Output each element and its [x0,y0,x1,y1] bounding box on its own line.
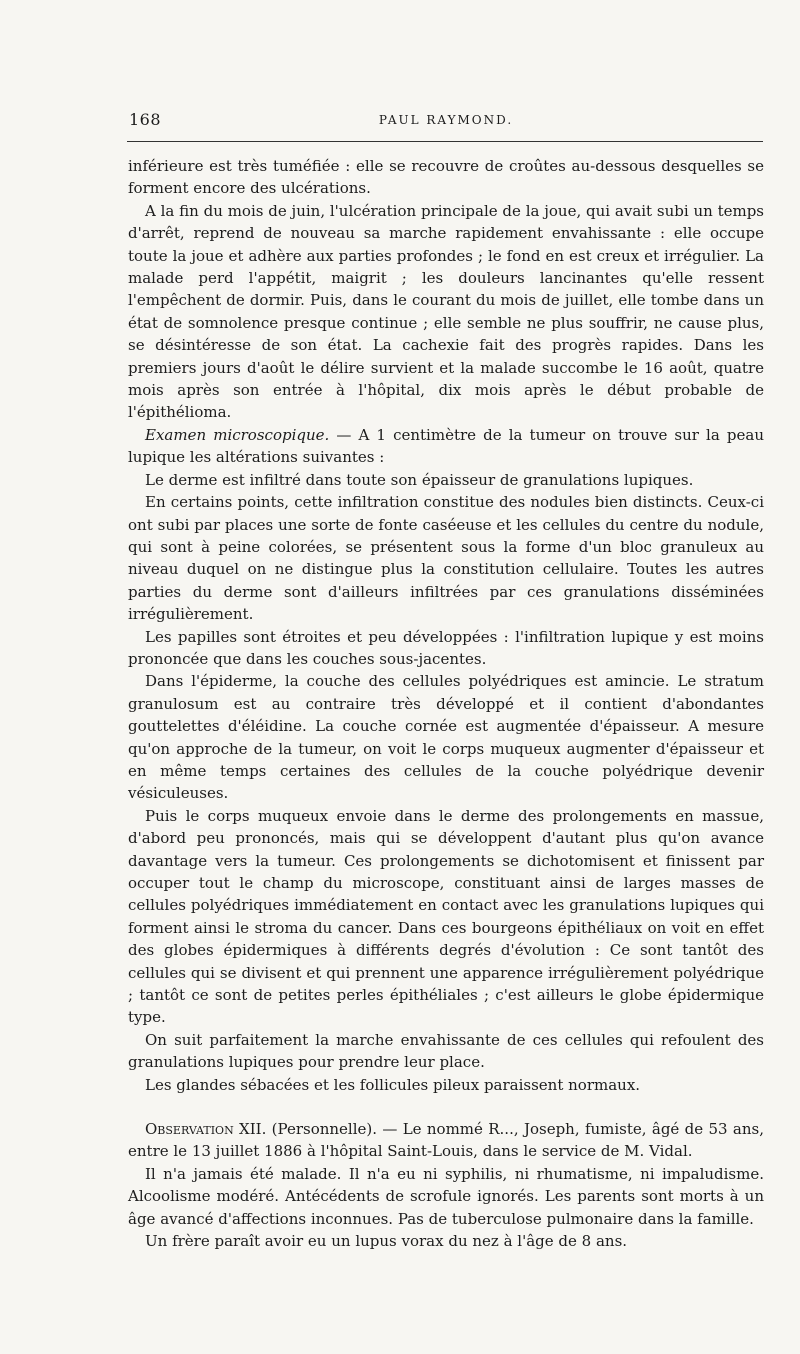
observation-text: (Personnelle). — Le nommé R..., Joseph, fumiste, âgé de 53 ans, entre le 13 juillet 1886 à l'hôpital Saint-Louis, dans le service de M. Vidal. [128,1120,764,1161]
running-title: PAUL RAYMOND. [378,113,514,127]
paragraph: Dans l'épiderme, la couche des cellules polyédriques est amincie. Le stratum granulosum est au contraire très développé et il contient d'abondantes gouttelettes d'éléidine. La couche cornée est augmentée d'épaisseur. A mesure qu'on approche de la tumeur, on voit le corps muqueux augmenter d'épaisseur et en même temps certaines des cellules de la couche polyédrique devenir vésiculeuses. [128,672,764,803]
paragraph: Puis le corps muqueux envoie dans le derme des prolongements en massue, d'abord peu prononcés, mais qui se développent d'autant plus qu'on avance davantage vers la tumeur. Ces prolongements se dichotomisent et finissent par occuper tout le champ du microscope, constituant ainsi de larges masses de cellules polyédriques immédiatement en contact avec les granulations lupiques qui forment ainsi le stroma du cancer. Dans ces bourgeons épithéliaux on voit en effet des globes épidermiques à différents degrés d'évolution : Ce sont tantôt des cellules qui se divisent et qui prennent une apparence irrégulièrement polyédrique ; tantôt ce sont de petites perles épithéliales ; c'est ailleurs le globe épidermique type. [128,806,764,1027]
paragraph: Les papilles sont étroites et peu développées : l'infiltration lupique y est moins prononcée que dans les couches sous-jacentes. [128,627,764,668]
paragraph: Les glandes sébacées et les follicules pileux paraissent normaux. [145,1075,641,1094]
paragraph: En certains points, cette infiltration constitue des nodules bien distincts. Ceux-ci ont subi par places une sorte de fonte caséeuse et les cellules du centre du nodule, qui sont à peine colorées, se présentent sous la forme d'un bloc granuleux au niveau duquel on ne distingue plus la constitution cellulaire. Toutes les autres parties du derme sont d'ailleurs infiltrées par ces granulations disséminées irrégulièrement. [128,493,764,624]
observation-paragraph [128,1118,764,1163]
body-text [128,155,764,1253]
paragraph: On suit parfaitement la marche envahissante de ces cellules qui refoulent des granulations lupiques pour prendre leur place. [128,1030,764,1072]
header-rule [127,141,763,142]
exam-paragraph [128,424,764,469]
exam-text: — A 1 centimètre de la tumeur on trouve sur la peau lupique les altérations suivantes : [128,425,764,467]
paragraph: Il n'a jamais été malade. Il n'a eu ni syphilis, ni rhumatisme, ni impaludisme. Alcoolisme modéré. Antécédents de scrofule ignorés. Les parents sont morts à un âge avancé d'affections inconnues. Pas de tuberculose pulmonaire dans la famille. [128,1164,764,1228]
page-header [129,110,763,132]
paragraph: inférieure est très tuméfiée : elle se recouvre de croûtes au-dessous desquelles se forment encore des ulcérations. [128,157,764,198]
paragraph: Le derme est infiltré dans toute son épaisseur de granulations lupiques. [145,470,694,489]
exam-label: Examen microscopique. [145,425,330,444]
page-number: 168 [129,110,162,129]
paragraph: A la fin du mois de juin, l'ulcération principale de la joue, qui avait subi un temps d'arrêt, reprend de nouveau sa marche rapidement envahissante : elle occupe toute la joue et adhère aux parties profondes ; le fond en est creux et irrégulier. La malade perd l'appétit, maigrit ; les douleurs lancinantes qu'elle ressent l'empêchent de dormir. Puis, dans le courant du mois de juillet, elle tombe dans un état de somnolence presque continue ; elle semble ne plus souffrir, ne cause plus, se désintéresse de son état. La cachexie fait des progrès rapides. Dans les premiers jours d'août le délire survient et la malade succombe le 16 août, quatre mois après son entrée à l'hôpital, dix mois après le début probable de l'épithélioma. [128,201,764,422]
observation-label: Observation XII. [145,1120,267,1139]
paragraph: Un frère paraît avoir eu un lupus vorax du nez à l'âge de 8 ans. [145,1232,628,1251]
